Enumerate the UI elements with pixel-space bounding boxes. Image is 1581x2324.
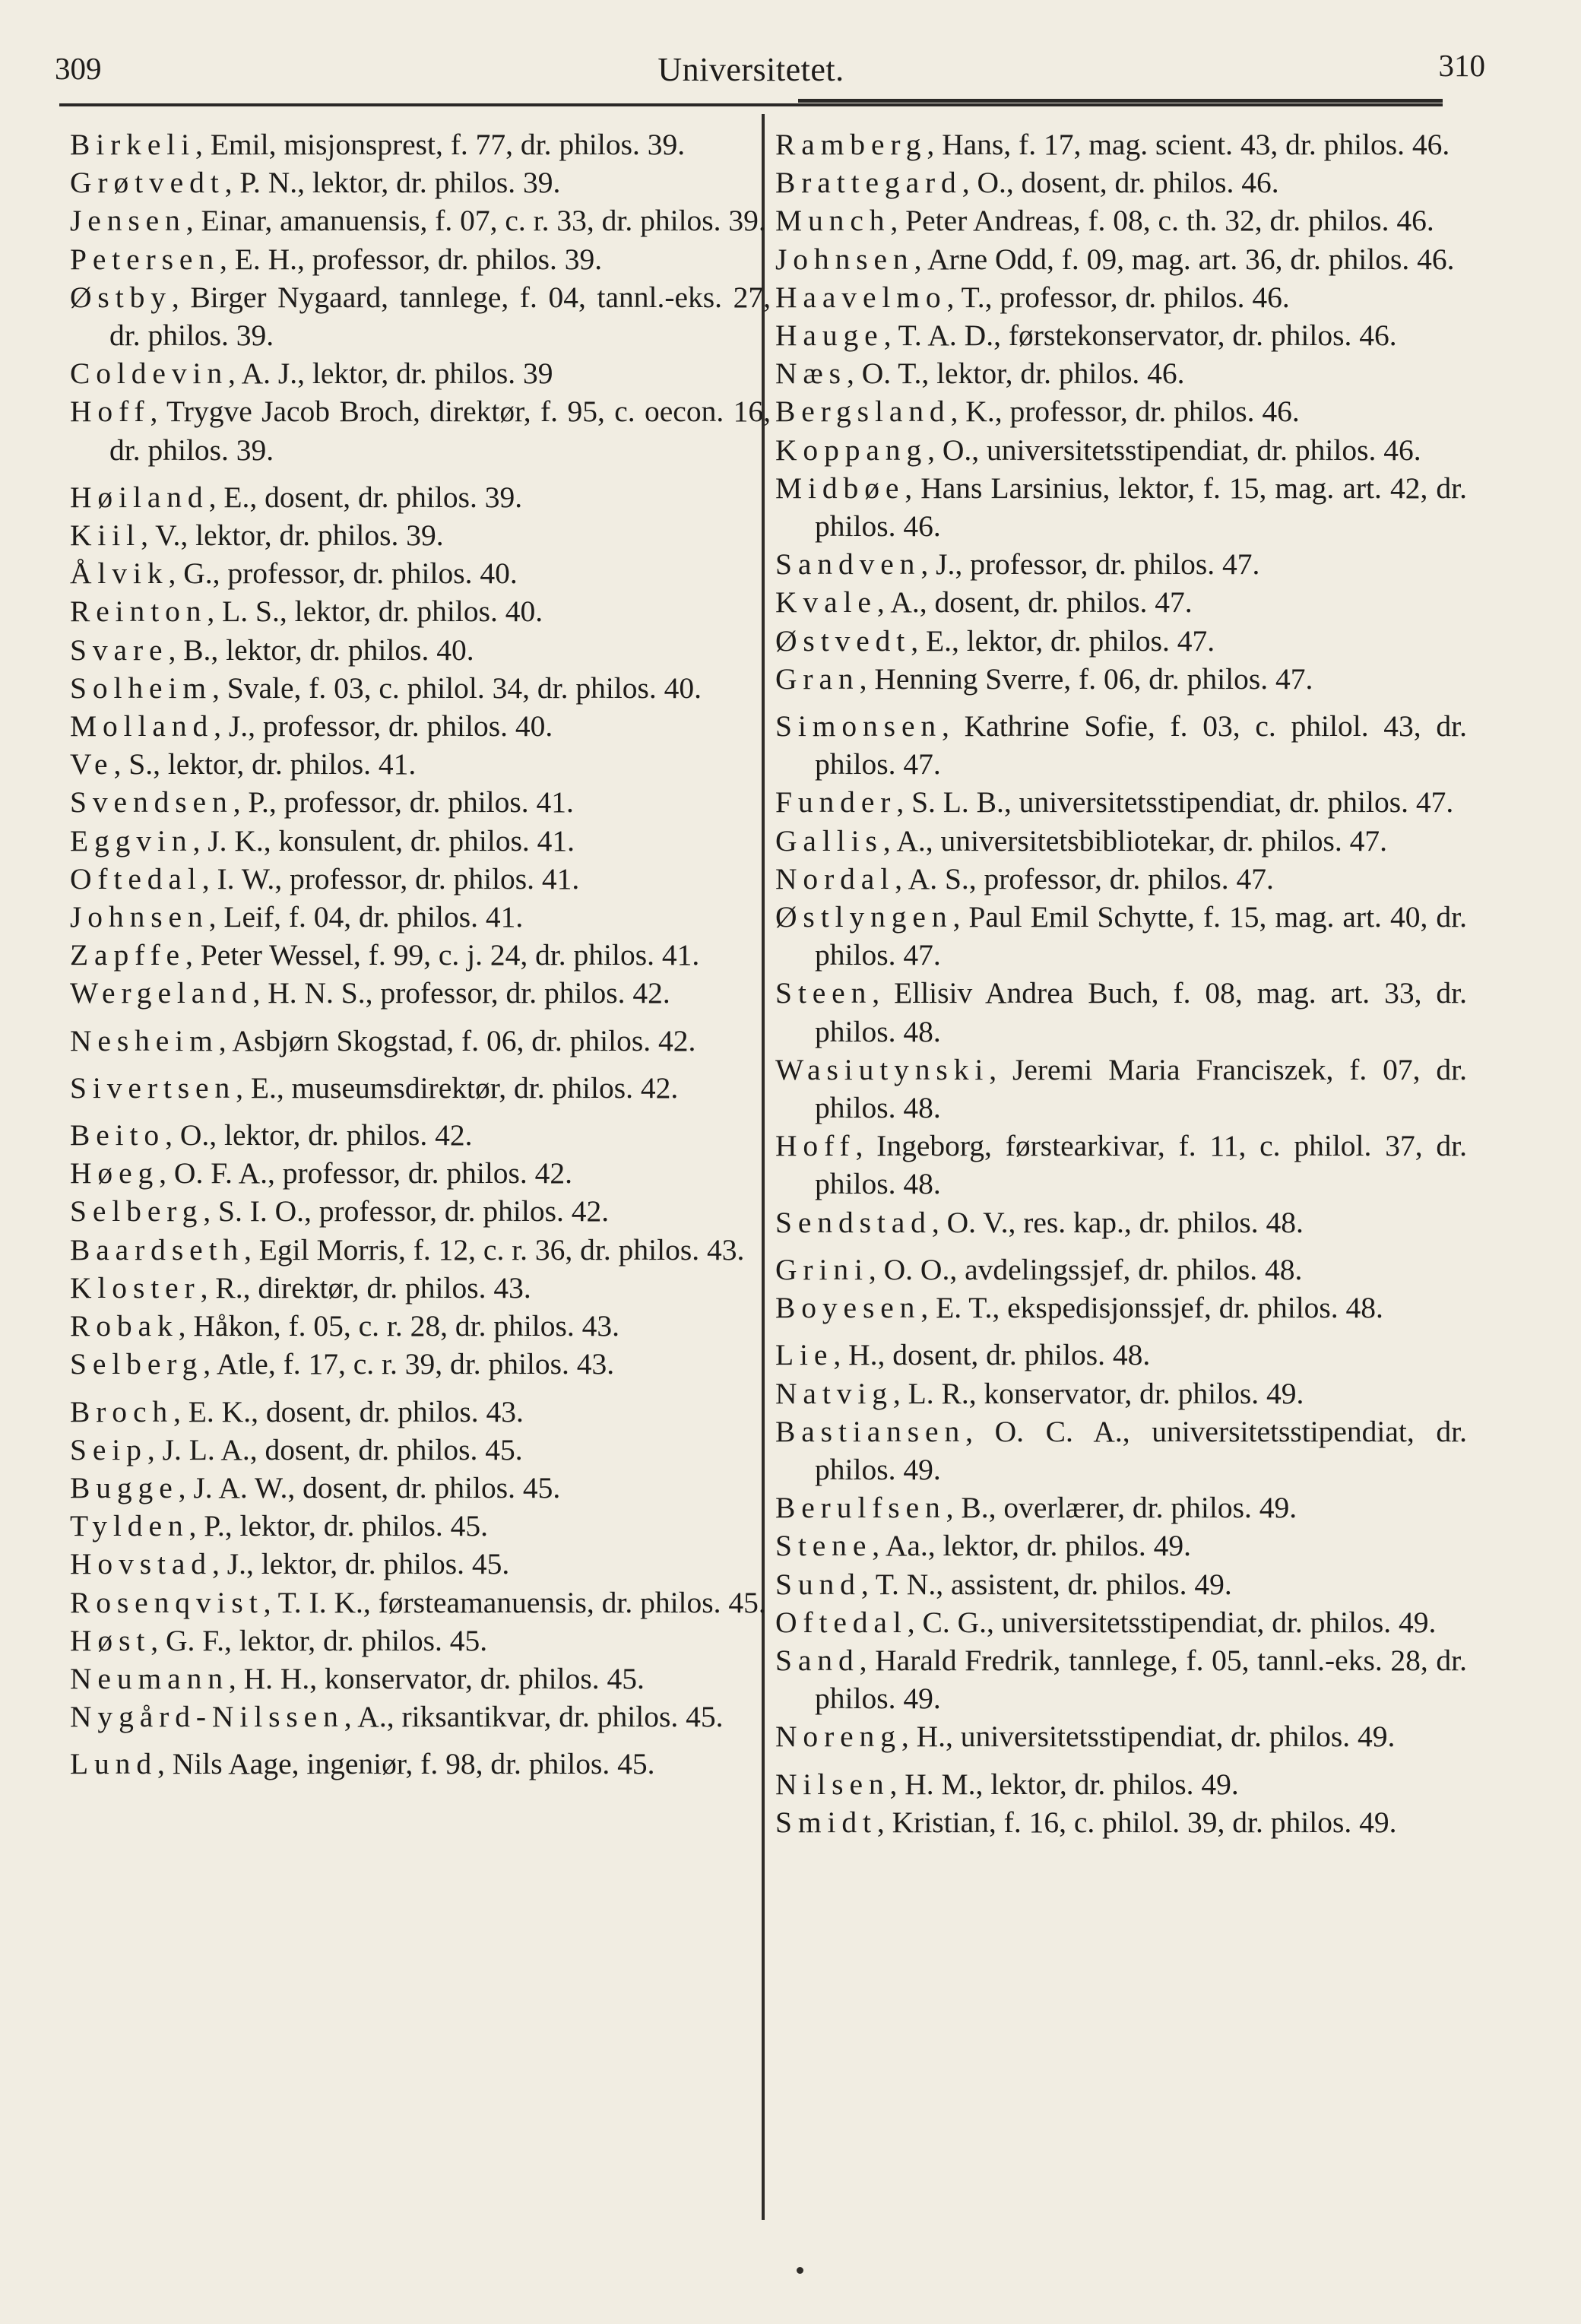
entry-details: , P., lektor, dr. philos. 45. (189, 1509, 488, 1543)
entry (70, 745, 771, 783)
entry-details: , E., museumsdirektør, dr. philos. 42. (236, 1070, 679, 1105)
entry (70, 1431, 771, 1469)
entry-details: , Jeremi Maria Franciszek, f. 07, dr. philos. 48. (815, 1052, 1467, 1125)
entry-details: , P., professor, dr. philos. 41. (233, 785, 574, 820)
entry-details: , T., professor, dr. philos. 46. (946, 280, 1290, 314)
entry-details: , S. L. B., universitetsstipendiat, dr. philos. 47. (896, 785, 1454, 820)
entry-name: Høiland (70, 480, 209, 514)
entry (70, 1116, 771, 1154)
entry-details: , Kathrine Sofie, f. 03, c. philol. 43, dr. philos. 47. (815, 709, 1467, 782)
entry-details: , L. S., lektor, dr. philos. 40. (207, 594, 543, 629)
entry-details: , A., riksantikvar, dr. philos. 45. (344, 1700, 724, 1734)
entry-details: , O. V., res. kap., dr. philos. 48. (931, 1205, 1304, 1239)
entry-details: , O. F. A., professor, dr. philos. 42. (159, 1156, 573, 1191)
entry-name: Nilsen (775, 1767, 890, 1801)
entry-name: Simonsen (775, 709, 943, 743)
entry (70, 898, 771, 936)
entry (775, 1127, 1467, 1203)
entry-name: Johnsen (775, 242, 914, 276)
header-rule-right (798, 99, 1443, 103)
entry-name: Haavelmo (775, 280, 947, 314)
entry-name: Kvale (775, 585, 877, 620)
entry-name: Sendstad (775, 1205, 932, 1239)
entry-name: Eggvin (70, 823, 193, 858)
entry (775, 1565, 1467, 1603)
entry-name: Hovstad (70, 1547, 212, 1581)
entry (70, 1660, 771, 1698)
entry-name: Solheim (70, 671, 212, 705)
entry-details: , Einar, amanuensis, f. 07, c. r. 33, dr. philos. 39. (185, 204, 766, 238)
entry-name: Nesheim (70, 1023, 219, 1057)
entry-details: , H. H., konservator, dr. philos. 45. (228, 1661, 645, 1695)
entry-details: , Asbjørn Skogstad, f. 06, dr. philos. 42. (218, 1023, 696, 1057)
entry (70, 1584, 771, 1622)
entry-details: , H. N. S., professor, dr. philos. 42. (252, 976, 670, 1010)
entry (70, 592, 771, 630)
entry-details: , J. A. W., dosent, dr. philos. 45. (178, 1470, 561, 1504)
entry-details: , T. I. K., førsteamanuensis, dr. philos. 45. (263, 1585, 766, 1619)
running-title: Universitetet. (657, 51, 844, 88)
entry (70, 163, 771, 201)
entry-details: , A., dosent, dr. philos. 47. (876, 585, 1193, 620)
entry (775, 545, 1467, 583)
entry-name: Gran (775, 661, 860, 696)
entry (70, 201, 771, 239)
entry (775, 622, 1467, 660)
entry (70, 1698, 771, 1736)
entry (70, 240, 771, 278)
entry-name: Selberg (70, 1347, 204, 1381)
entry-name: Boyesen (775, 1291, 921, 1325)
entry-details: , Aa., lektor, dr. philos. 49. (872, 1529, 1191, 1563)
footer-bullet (797, 2267, 803, 2274)
entry-details: , Hans, f. 17, mag. scient. 43, dr. philos. 46. (927, 128, 1450, 161)
entry (775, 1717, 1467, 1755)
entry-details: , E., lektor, dr. philos. 47. (911, 623, 1215, 658)
entry-details: , Svale, f. 03, c. philol. 34, dr. philos. 40. (211, 671, 702, 705)
entry-details: , Hans Larsinius, lektor, f. 15, mag. art. 42, dr. philos. 46. (815, 471, 1467, 544)
entry-details: , G., professor, dr. philos. 40. (168, 556, 518, 591)
entry-name: Østby (70, 280, 172, 314)
entry-name: Funder (775, 785, 897, 820)
entry-details: , B., lektor, dr. philos. 40. (168, 633, 474, 667)
entry (70, 1393, 771, 1431)
entry (775, 1489, 1467, 1527)
entry-name: Birkeli (70, 128, 196, 161)
entry (775, 1641, 1467, 1717)
entry-details: , Emil, misjonsprest, f. 77, dr. philos. 39. (195, 128, 686, 161)
entry-details: , T. A. D., førstekonservator, dr. philos. 46. (883, 319, 1397, 353)
entry-name: Zapffe (70, 938, 185, 972)
entry (70, 278, 771, 354)
entry (775, 1765, 1467, 1803)
entry-details: , O., dosent, dr. philos. 46. (962, 166, 1279, 200)
entry-name: Natvig (775, 1376, 893, 1410)
entry-name: Wergeland (70, 976, 253, 1010)
entry (70, 669, 771, 707)
entry-name: Kiil (70, 518, 141, 553)
entry-name: Nygård-Nilssen (70, 1700, 344, 1734)
entry-details: , O. T., lektor, dr. philos. 46. (846, 357, 1185, 391)
entry-details: , J. K., konsulent, dr. philos. 41. (192, 823, 575, 858)
entry (775, 201, 1467, 239)
entry-name: Broch (70, 1394, 174, 1428)
entry (70, 1622, 771, 1660)
entry (775, 1412, 1467, 1489)
entry-name: Beito (70, 1118, 166, 1152)
entry (70, 1192, 771, 1230)
entry-name: Sivertsen (70, 1070, 236, 1105)
left-page-number: 309 (55, 51, 102, 86)
entry (70, 392, 771, 468)
entry-details: , T. N., assistent, dr. philos. 49. (860, 1567, 1232, 1601)
entry-details: , G. F., lektor, dr. philos. 45. (150, 1623, 488, 1657)
entry-details: , I. W., professor, dr. philos. 41. (201, 861, 580, 896)
entry (775, 354, 1467, 392)
entry-name: Sand (775, 1643, 860, 1677)
entry-details: , Birger Nygaard, tannlege, f. 04, tannl.-eks. 27, dr. philos. 39. (109, 280, 771, 353)
entry (70, 516, 771, 554)
entry-name: Stene (775, 1529, 873, 1563)
entry-details: , H., dosent, dr. philos. 48. (833, 1338, 1151, 1372)
entry (775, 583, 1467, 621)
entry (70, 631, 771, 669)
entry (70, 1545, 771, 1583)
entry (70, 1231, 771, 1269)
entry-name: Steen (775, 976, 873, 1010)
entry (70, 1022, 771, 1060)
entry (70, 1269, 771, 1307)
entry-name: Petersen (70, 242, 220, 276)
entry (70, 554, 771, 592)
entry-details: , H., universitetsstipendiat, dr. philos. 49. (901, 1720, 1396, 1754)
right-column (775, 125, 1467, 1841)
entry-name: Bergsland (775, 395, 951, 429)
entry-details: , R., direktør, dr. philos. 43. (200, 1270, 531, 1305)
entry (70, 974, 771, 1012)
entry-details: , J., professor, dr. philos. 47. (920, 547, 1260, 582)
entry-details: , A. J., lektor, dr. philos. 39 (228, 357, 553, 391)
entry-name: Neumann (70, 1661, 229, 1695)
entry (775, 860, 1467, 898)
entry (775, 1203, 1467, 1241)
entry-name: Sund (775, 1567, 861, 1601)
entry (775, 707, 1467, 783)
entry-details: , Kristian, f. 16, c. philol. 39, dr. philos. 49. (876, 1805, 1397, 1839)
entry-details: , A. S., professor, dr. philos. 47. (895, 861, 1274, 896)
entry (775, 278, 1467, 316)
entry-name: Bugge (70, 1470, 179, 1504)
entry-details: , S. I. O., professor, dr. philos. 42. (203, 1194, 610, 1229)
entry (775, 1527, 1467, 1565)
entry-details: , Peter Wessel, f. 99, c. j. 24, dr. philos. 41. (185, 938, 700, 972)
entry-name: Oftedal (775, 1605, 908, 1639)
entry-details: , E. H., professor, dr. philos. 39. (220, 242, 603, 276)
entry-details: , Egil Morris, f. 12, c. r. 36, dr. philos. 43. (244, 1232, 745, 1267)
entry-details: , O. C. A., universitetsstipendiat, dr. philos. 49. (815, 1414, 1467, 1486)
entry-name: Hoff (70, 395, 150, 429)
entry-name: Høst (70, 1623, 151, 1657)
entry (70, 936, 771, 974)
entry-name: Næs (775, 357, 847, 391)
entry (775, 1051, 1467, 1127)
entry-details: , K., professor, dr. philos. 46. (950, 395, 1300, 429)
left-column (70, 125, 771, 1783)
entry-name: Høeg (70, 1156, 160, 1191)
entry-name: Molland (70, 709, 214, 743)
entry (775, 316, 1467, 354)
entry (70, 478, 771, 516)
entry-details: , P. N., lektor, dr. philos. 39. (224, 166, 561, 200)
entry-name: Wasiutynski (775, 1052, 990, 1086)
entry-details: , Atle, f. 17, c. r. 39, dr. philos. 43. (203, 1347, 615, 1381)
entry-name: Svare (70, 633, 169, 667)
entry-name: Ramberg (775, 128, 927, 161)
entry (775, 392, 1467, 430)
entry (775, 1803, 1467, 1841)
entry-name: Gallis (775, 823, 883, 858)
entry-name: Østvedt (775, 623, 911, 658)
entry-details: , O., lektor, dr. philos. 42. (165, 1118, 473, 1152)
entry (775, 125, 1467, 163)
page-header (55, 44, 1485, 97)
entry-name: Grini (775, 1252, 869, 1286)
entry-details: , Ingeborg, førstearkivar, f. 11, c. philol. 37, dr. philos. 48. (815, 1129, 1467, 1201)
entry-details: , E. K., dosent, dr. philos. 43. (173, 1394, 524, 1428)
entry-details: , S., lektor, dr. philos. 41. (113, 747, 417, 782)
entry (775, 1603, 1467, 1641)
entry-name: Nordal (775, 861, 895, 896)
entry-details: , Ellisiv Andrea Buch, f. 08, mag. art. 33, dr. philos. 48. (815, 976, 1467, 1048)
entry-name: Munch (775, 204, 891, 238)
entry-details: , J., professor, dr. philos. 40. (214, 709, 553, 743)
entry (775, 660, 1467, 698)
entry-name: Robak (70, 1309, 179, 1343)
entry-name: Reinton (70, 594, 208, 629)
entry-name: Jensen (70, 204, 186, 238)
entry-name: Brattegard (775, 166, 962, 200)
entry (70, 1507, 771, 1545)
entry (70, 822, 771, 860)
entry-details: , O., universitetsstipendiat, dr. philos. 46. (927, 433, 1421, 467)
entry (70, 1154, 771, 1192)
entry-name: Hauge (775, 319, 884, 353)
entry-name: Lie (775, 1338, 834, 1372)
entry-details: , J., lektor, dr. philos. 45. (211, 1547, 510, 1581)
entry (70, 1345, 771, 1383)
entry-details: , J. L. A., dosent, dr. philos. 45. (147, 1432, 523, 1466)
entry-name: Bastiansen (775, 1414, 966, 1448)
entry (70, 783, 771, 821)
right-page-number: 310 (1438, 48, 1485, 83)
entry-details: , B., overlærer, dr. philos. 49. (946, 1491, 1297, 1525)
entry-details: , O. O., avdelingssjef, dr. philos. 48. (868, 1252, 1303, 1286)
entry (775, 1336, 1467, 1374)
entry-name: Selberg (70, 1194, 204, 1229)
entry-name: Midbøe (775, 471, 905, 505)
entry (70, 354, 771, 392)
entry-details: , A., universitetsbibliotekar, dr. philos. 47. (882, 823, 1388, 858)
entry (775, 974, 1467, 1050)
entry-name: Svendsen (70, 785, 233, 820)
entry-name: Grøtvedt (70, 166, 225, 200)
entry-name: Ve (70, 747, 114, 782)
entry-name: Johnsen (70, 900, 209, 934)
entry (775, 469, 1467, 545)
entry-details: , L. R., konservator, dr. philos. 49. (892, 1376, 1304, 1410)
entry (775, 783, 1467, 821)
entry-name: Baardseth (70, 1232, 245, 1267)
entry (70, 860, 771, 898)
entry-name: Rosenqvist (70, 1585, 264, 1619)
entry-name: Hoff (775, 1129, 856, 1163)
entry-name: Seip (70, 1432, 147, 1466)
entry (775, 1374, 1467, 1412)
entry (70, 1307, 771, 1345)
entry-details: , H. M., lektor, dr. philos. 49. (889, 1767, 1239, 1801)
entry-details: , V., lektor, dr. philos. 39. (141, 518, 444, 553)
entry-name: Koppang (775, 433, 928, 467)
entry-name: Oftedal (70, 861, 202, 896)
entry (70, 707, 771, 745)
entry (775, 431, 1467, 469)
entry-name: Noreng (775, 1720, 901, 1754)
entry (70, 1069, 771, 1107)
entry (775, 163, 1467, 201)
entry-details: , Trygve Jacob Broch, direktør, f. 95, c. oecon. 16, dr. philos. 39. (109, 395, 771, 467)
entry (775, 240, 1467, 278)
entry-details: , Leif, f. 04, dr. philos. 41. (208, 900, 524, 934)
entry-details: , Arne Odd, f. 09, mag. art. 36, dr. philos. 46. (914, 242, 1455, 276)
entry-details: , E. T., ekspedisjonssjef, dr. philos. 48. (920, 1291, 1383, 1325)
entry-details: , C. G., universitetsstipendiat, dr. philos. 49. (907, 1605, 1437, 1639)
entry (70, 1469, 771, 1507)
entry-details: , Paul Emil Schytte, f. 15, mag. art. 40, dr. philos. 47. (815, 900, 1467, 972)
entry (775, 1289, 1467, 1327)
entry-details: , Håkon, f. 05, c. r. 28, dr. philos. 43. (178, 1309, 620, 1343)
entry-name: Østlyngen (775, 900, 953, 934)
entry (775, 898, 1467, 974)
entry-name: Ålvik (70, 556, 169, 591)
entry-details: , Harald Fredrik, tannlege, f. 05, tannl.-eks. 28, dr. philos. 49. (815, 1643, 1467, 1716)
entry (775, 822, 1467, 860)
entry-name: Tylden (70, 1509, 189, 1543)
entry-name: Smidt (775, 1805, 877, 1839)
header-rule (59, 103, 1443, 106)
entry (70, 1745, 771, 1783)
entry-name: Kloster (70, 1270, 201, 1305)
entry-name: Coldevin (70, 357, 229, 391)
entry (775, 1251, 1467, 1289)
entry (70, 125, 771, 163)
entry-name: Lund (70, 1747, 157, 1781)
entry-name: Sandven (775, 547, 921, 582)
entry-details: , Nils Aage, ingeniør, f. 98, dr. philos. 45. (157, 1747, 655, 1781)
entry-details: , Peter Andreas, f. 08, c. th. 32, dr. philos. 46. (890, 204, 1434, 238)
entry-details: , E., dosent, dr. philos. 39. (208, 480, 523, 514)
entry-name: Berulfsen (775, 1491, 946, 1525)
entry-details: , Henning Sverre, f. 06, dr. philos. 47. (859, 661, 1313, 696)
